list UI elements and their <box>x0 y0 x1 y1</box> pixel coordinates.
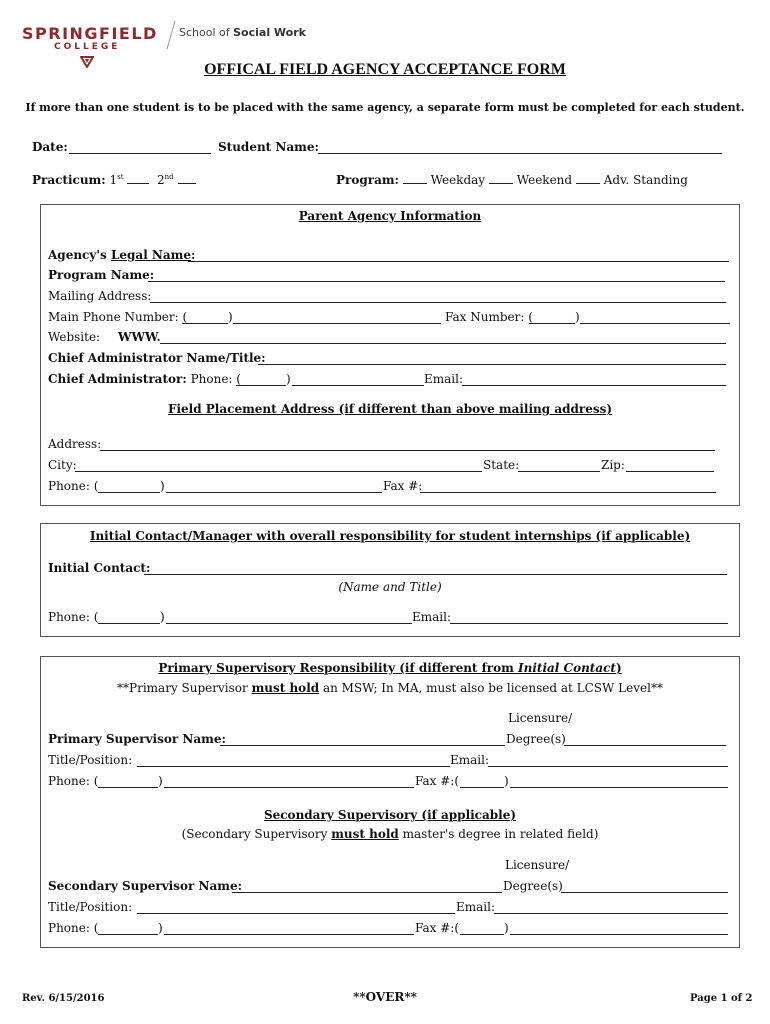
primary-name-field[interactable] <box>220 745 505 746</box>
secondary-fax-label: Fax #:( <box>415 921 460 935</box>
zip-field[interactable] <box>626 471 714 472</box>
student-name-label: Student Name: <box>218 140 319 154</box>
primary-phone-area-field[interactable] <box>98 787 158 788</box>
placement-fax-field[interactable] <box>420 492 716 493</box>
paren-close: ) <box>160 479 165 493</box>
paren-close: ) <box>158 774 163 788</box>
over-note: **OVER** <box>353 990 417 1004</box>
secondary-email-field[interactable] <box>494 913 728 914</box>
primary-phone-label: Phone: ( <box>48 774 99 788</box>
contact-phone-label: Phone: ( <box>48 610 99 624</box>
logo-divider-icon <box>165 20 177 50</box>
contact-phone-area-field[interactable] <box>98 623 160 624</box>
placement-phone-label: Phone: ( <box>48 479 99 493</box>
chief-admin-row: Chief Administrator: Phone: ( <box>48 372 241 386</box>
school-name: School of Social Work <box>179 26 306 39</box>
intro-text: If more than one student is to be placed with the same agency, a separate form must be completed for each student. <box>25 101 745 114</box>
fax-area-field[interactable] <box>529 323 575 324</box>
logo-college: COLLEGE <box>54 42 121 52</box>
sec-degree-label: Degree(s) <box>503 879 563 893</box>
contact-email-field[interactable] <box>450 623 728 624</box>
fax-number-field[interactable] <box>580 323 730 324</box>
mailing-address-field[interactable] <box>150 302 726 303</box>
primary-degree-field[interactable] <box>564 745 726 746</box>
paren-close: ) <box>160 610 165 624</box>
primary-fax-field[interactable] <box>510 787 728 788</box>
address-label: Address: <box>48 437 102 451</box>
initial-contact-field[interactable] <box>144 574 727 575</box>
revision-date: Rev. 6/15/2016 <box>22 993 105 1004</box>
contact-phone-field[interactable] <box>166 623 412 624</box>
placement-phone-area-field[interactable] <box>98 492 160 493</box>
weekend-field[interactable] <box>489 171 513 184</box>
secondary-name-label: Secondary Supervisor Name: <box>48 879 243 893</box>
zip-label: Zip: <box>601 458 625 472</box>
website-field[interactable] <box>160 343 726 344</box>
licensure-label: Licensure/ <box>508 711 573 725</box>
paren-close: ) <box>158 921 163 935</box>
chief-title-field[interactable] <box>258 364 726 365</box>
practicum-row: Practicum: 1st 2nd <box>32 171 196 187</box>
state-field[interactable] <box>518 471 600 472</box>
secondary-name-field[interactable] <box>232 892 502 893</box>
paren-close: ) <box>504 774 509 788</box>
primary-email-label: Email: <box>450 753 490 767</box>
student-name-field[interactable] <box>318 153 722 154</box>
weekday-field[interactable] <box>403 171 427 184</box>
chief-email-label: Email: <box>424 372 464 386</box>
degree-label: Degree(s) <box>506 732 566 746</box>
secondary-degree-field[interactable] <box>561 892 728 893</box>
secondary-fax-area-field[interactable] <box>460 934 504 935</box>
chief-phone-area-field[interactable] <box>236 385 286 386</box>
practicum-2nd-field[interactable] <box>178 171 196 184</box>
initial-contact-label: Initial Contact: <box>48 561 151 575</box>
name-title-hint: (Name and Title) <box>338 580 442 594</box>
paren-close: ) <box>228 310 233 324</box>
chief-title-label: Chief Administrator Name/Title: <box>48 351 266 365</box>
chief-phone-field[interactable] <box>292 385 424 386</box>
secondary-title-label: Title/Position: <box>48 900 133 914</box>
main-phone-label: Main Phone Number: ( <box>48 310 188 324</box>
paren-close: ) <box>286 372 291 386</box>
date-label: Date: <box>32 140 68 154</box>
paren-close: ) <box>575 310 580 324</box>
primary-supervisor-heading: Primary Supervisory Responsibility (if different from Initial Contact) <box>158 661 622 675</box>
program-name-label: Program Name: <box>48 268 155 282</box>
placement-fax-label: Fax #: <box>383 479 423 493</box>
legal-name-label: Agency's Legal Name: <box>48 248 196 262</box>
practicum-1st-field[interactable] <box>127 171 149 184</box>
primary-title-label: Title/Position: <box>48 753 133 767</box>
legal-name-field[interactable] <box>188 261 729 262</box>
website-label: Website: <box>48 330 101 344</box>
state-label: State: <box>483 458 520 472</box>
adv-standing-field[interactable] <box>576 171 600 184</box>
mailing-address-label: Mailing Address: <box>48 289 152 303</box>
contact-email-label: Email: <box>412 610 452 624</box>
city-field[interactable] <box>75 471 482 472</box>
primary-supervisor-note: **Primary Supervisor must hold an MSW; In MA, must also be licensed at LCSW Level** <box>117 681 663 695</box>
fax-number-label: Fax Number: ( <box>445 310 533 324</box>
primary-title-field[interactable] <box>137 766 450 767</box>
city-label: City: <box>48 458 77 472</box>
page-number: Page 1 of 2 <box>690 993 753 1004</box>
parent-agency-heading: Parent Agency Information <box>298 209 482 223</box>
paren-close: ) <box>504 921 509 935</box>
secondary-email-label: Email: <box>456 900 496 914</box>
form-title: OFFICAL FIELD AGENCY ACCEPTANCE FORM <box>204 61 566 78</box>
secondary-phone-area-field[interactable] <box>98 934 158 935</box>
www-prefix: WWW. <box>118 330 161 344</box>
primary-phone-field[interactable] <box>164 787 414 788</box>
program-name-field[interactable] <box>148 281 725 282</box>
placement-heading: Field Placement Address (if different than above mailing address) <box>167 402 613 416</box>
placement-phone-field[interactable] <box>166 492 382 493</box>
secondary-title-field[interactable] <box>137 913 455 914</box>
secondary-supervisor-heading: Secondary Supervisory (if applicable) <box>263 808 517 822</box>
primary-email-field[interactable] <box>488 766 728 767</box>
secondary-fax-field[interactable] <box>510 934 728 935</box>
date-field[interactable] <box>69 153 211 154</box>
logo-wordmark: SPRINGFIELD <box>22 24 158 43</box>
program-row: Program: Weekday Weekend Adv. Standing <box>336 173 688 187</box>
primary-name-label: Primary Supervisor Name: <box>48 732 226 746</box>
primary-fax-label: Fax #:( <box>415 774 460 788</box>
secondary-supervisor-note: (Secondary Supervisory must hold master's degree in related field) <box>181 827 599 841</box>
secondary-phone-field[interactable] <box>164 934 414 935</box>
secondary-phone-label: Phone: ( <box>48 921 99 935</box>
main-phone-field[interactable] <box>233 323 441 324</box>
main-phone-area-field[interactable] <box>182 323 228 324</box>
supervisor-box <box>40 656 740 948</box>
initial-contact-heading: Initial Contact/Manager with overall responsibility for student internships (if applicable) <box>89 529 691 543</box>
chief-email-field[interactable] <box>462 385 726 386</box>
sec-licensure-label: Licensure/ <box>505 858 570 872</box>
placement-address-field[interactable] <box>100 450 715 451</box>
primary-fax-area-field[interactable] <box>460 787 504 788</box>
